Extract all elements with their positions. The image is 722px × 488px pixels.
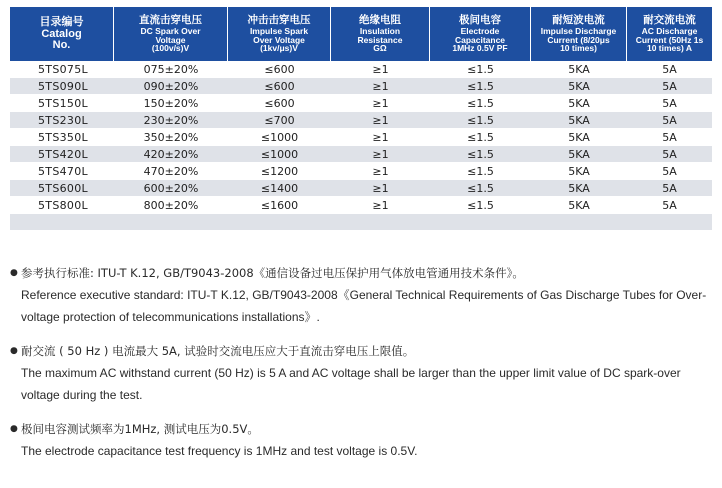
cell-impulse-current: 5KA bbox=[531, 61, 627, 78]
cell-insulation: ≥1 bbox=[331, 95, 430, 112]
note-standard-cn-line bbox=[10, 262, 710, 284]
cell-dc-voltage: 800±20% bbox=[114, 197, 228, 214]
cell-impulse-voltage: ≤600 bbox=[228, 61, 331, 78]
cell-insulation: ≥1 bbox=[331, 163, 430, 180]
header-catalog-en-2: No. bbox=[52, 39, 71, 52]
cell-dc-voltage: 230±20% bbox=[114, 112, 228, 129]
cell-impulse-current: 5KA bbox=[531, 197, 627, 214]
cell-impulse-current: 5KA bbox=[531, 112, 627, 129]
cell-impulse-current: 5KA bbox=[531, 146, 627, 163]
cell-impulse-voltage: ≤700 bbox=[228, 112, 331, 129]
note-capacitance bbox=[10, 418, 710, 462]
header-impulse-en-2: Over Voltage bbox=[253, 34, 305, 45]
cell-dc-voltage: 600±20% bbox=[114, 180, 228, 197]
header-ac-discharge-cn: 耐交流电流 bbox=[643, 13, 696, 26]
cell-ac-current: 5A bbox=[627, 163, 712, 180]
header-insulation-resistance bbox=[331, 7, 430, 61]
table-empty-row bbox=[10, 214, 712, 231]
cell-capacitance: ≤1.5 bbox=[430, 146, 531, 163]
cell-insulation: ≥1 bbox=[331, 146, 430, 163]
table-row bbox=[10, 78, 712, 95]
cell-impulse-voltage: ≤1200 bbox=[228, 163, 331, 180]
cell-capacitance: ≤1.5 bbox=[430, 197, 531, 214]
cell-dc-voltage: 420±20% bbox=[114, 146, 228, 163]
table-row bbox=[10, 163, 712, 180]
header-impulse-en-1: Impulse Spark bbox=[249, 25, 309, 36]
cell-impulse-voltage: ≤600 bbox=[228, 78, 331, 95]
cell-insulation: ≥1 bbox=[331, 78, 430, 95]
cell-insulation: ≥1 bbox=[331, 197, 430, 214]
header-impulse-en-3: (1kv/μs)V bbox=[260, 43, 298, 54]
table-row bbox=[10, 146, 712, 163]
header-capacitance-en-2: Capacitance bbox=[454, 34, 506, 45]
table-row bbox=[10, 95, 712, 112]
note-capacitance-en: The electrode capacitance test frequency is 1MHz and test voltage is 0.5V. bbox=[21, 444, 418, 458]
cell-catalog: 5TS800L bbox=[10, 197, 114, 214]
bullet-icon: ● bbox=[10, 424, 18, 434]
cell-catalog: 5TS470L bbox=[10, 163, 114, 180]
cell-impulse-voltage: ≤1000 bbox=[228, 146, 331, 163]
cell-ac-current: 5A bbox=[627, 180, 712, 197]
cell-insulation: ≥1 bbox=[331, 112, 430, 129]
header-capacitance-cn: 极间电容 bbox=[459, 13, 501, 26]
cell-dc-voltage: 075±20% bbox=[114, 61, 228, 78]
table-row bbox=[10, 112, 712, 129]
cell-catalog: 5TS230L bbox=[10, 112, 114, 129]
cell-capacitance: ≤1.5 bbox=[430, 180, 531, 197]
table-row bbox=[10, 180, 712, 197]
empty-cell bbox=[10, 214, 712, 231]
cell-insulation: ≥1 bbox=[331, 129, 430, 146]
header-insulation-cn: 绝缘电阻 bbox=[359, 13, 401, 26]
header-dc-cn: 直流击穿电压 bbox=[139, 13, 202, 26]
header-dc-en-1: DC Spark Over bbox=[140, 25, 201, 36]
header-catalog-en-1: Catalog bbox=[41, 27, 82, 40]
table-row bbox=[10, 197, 712, 214]
bullet-icon: ● bbox=[10, 268, 18, 278]
cell-impulse-voltage: ≤600 bbox=[228, 95, 331, 112]
header-ac-discharge-en-3: 10 times) A bbox=[646, 43, 693, 54]
cell-catalog: 5TS090L bbox=[10, 78, 114, 95]
header-impulse-discharge-en-2: Current (8/20μs bbox=[547, 34, 610, 45]
cell-impulse-current: 5KA bbox=[531, 95, 627, 112]
note-standard-en: Reference executive standard: ITU-T K.12, GB/T9043-2008《General Technical Requirements of Gas Discharge Tubes for Over-voltage protection of telecommunications installations》. bbox=[21, 288, 707, 324]
cell-capacitance: ≤1.5 bbox=[430, 95, 531, 112]
header-catalog-cn: 目录编号 bbox=[39, 15, 84, 29]
header-ac-discharge-current bbox=[627, 7, 712, 61]
cell-ac-current: 5A bbox=[627, 197, 712, 214]
header-insulation-en-2: Resistance bbox=[357, 34, 403, 45]
table-row bbox=[10, 61, 712, 78]
note-capacitance-cn-line bbox=[10, 418, 710, 440]
cell-capacitance: ≤1.5 bbox=[430, 112, 531, 129]
header-impulse-discharge-en-3: 10 times) bbox=[560, 43, 597, 54]
cell-impulse-voltage: ≤1000 bbox=[228, 129, 331, 146]
header-dc-spark-over bbox=[114, 7, 228, 61]
cell-impulse-current: 5KA bbox=[531, 78, 627, 95]
header-impulse-discharge-en-1: Impulse Discharge bbox=[540, 25, 617, 36]
note-capacitance-cn: 极间电容测试频率为1MHz, 测试电压为0.5V。 bbox=[21, 422, 259, 436]
bullet-icon: ● bbox=[10, 346, 18, 356]
cell-insulation: ≥1 bbox=[331, 180, 430, 197]
cell-ac-current: 5A bbox=[627, 78, 712, 95]
note-ac-current-cn: 耐交流 ( 50 Hz ) 电流最大 5A, 试验时交流电压应大于直流击穿电压上限值。 bbox=[21, 344, 415, 358]
header-catalog bbox=[10, 7, 114, 61]
cell-catalog: 5TS600L bbox=[10, 180, 114, 197]
header-insulation-en-1: Insulation bbox=[359, 25, 401, 36]
cell-capacitance: ≤1.5 bbox=[430, 78, 531, 95]
cell-catalog: 5TS420L bbox=[10, 146, 114, 163]
header-impulse-discharge-cn: 耐短波电流 bbox=[552, 13, 605, 26]
table-header-row bbox=[10, 7, 712, 61]
header-capacitance-en-3: 1MHz 0.5V PF bbox=[452, 43, 508, 54]
cell-ac-current: 5A bbox=[627, 61, 712, 78]
header-ac-discharge-en-2: Current (50Hz 1s bbox=[635, 34, 704, 45]
cell-ac-current: 5A bbox=[627, 129, 712, 146]
cell-catalog: 5TS075L bbox=[10, 61, 114, 78]
note-standard bbox=[10, 262, 710, 328]
cell-impulse-current: 5KA bbox=[531, 129, 627, 146]
table-row bbox=[10, 129, 712, 146]
cell-impulse-voltage: ≤1400 bbox=[228, 180, 331, 197]
cell-dc-voltage: 350±20% bbox=[114, 129, 228, 146]
cell-capacitance: ≤1.5 bbox=[430, 61, 531, 78]
header-impulse-spark-over bbox=[228, 7, 331, 61]
header-insulation-en-3: GΩ bbox=[373, 43, 387, 54]
header-capacitance-en-1: Electrode bbox=[460, 25, 500, 36]
cell-capacitance: ≤1.5 bbox=[430, 129, 531, 146]
cell-impulse-current: 5KA bbox=[531, 163, 627, 180]
header-dc-en-2: Voltage bbox=[155, 34, 186, 45]
cell-catalog: 5TS350L bbox=[10, 129, 114, 146]
header-impulse-discharge-current bbox=[531, 7, 627, 61]
cell-insulation: ≥1 bbox=[331, 61, 430, 78]
header-electrode-capacitance bbox=[430, 7, 531, 61]
cell-dc-voltage: 150±20% bbox=[114, 95, 228, 112]
cell-dc-voltage: 090±20% bbox=[114, 78, 228, 95]
note-ac-current-cn-line bbox=[10, 340, 710, 362]
cell-impulse-voltage: ≤1600 bbox=[228, 197, 331, 214]
notes-section bbox=[10, 262, 710, 474]
cell-ac-current: 5A bbox=[627, 146, 712, 163]
spec-table bbox=[10, 7, 712, 231]
header-ac-discharge-en-1: AC Discharge bbox=[641, 25, 698, 36]
cell-ac-current: 5A bbox=[627, 112, 712, 129]
cell-capacitance: ≤1.5 bbox=[430, 163, 531, 180]
cell-catalog: 5TS150L bbox=[10, 95, 114, 112]
note-ac-current-en: The maximum AC withstand current (50 Hz) is 5 A and AC voltage shall be larger than the upper limit value of DC spark-over voltage during the test. bbox=[21, 366, 681, 402]
note-standard-cn: 参考执行标准: ITU-T K.12, GB/T9043-2008《通信设备过电压保护用气体放电管通用技术条件》。 bbox=[21, 266, 524, 280]
cell-dc-voltage: 470±20% bbox=[114, 163, 228, 180]
cell-ac-current: 5A bbox=[627, 95, 712, 112]
header-impulse-cn: 冲击击穿电压 bbox=[247, 13, 311, 26]
cell-impulse-current: 5KA bbox=[531, 180, 627, 197]
note-ac-current bbox=[10, 340, 710, 406]
header-dc-en-3: (100v/s)V bbox=[151, 43, 190, 54]
